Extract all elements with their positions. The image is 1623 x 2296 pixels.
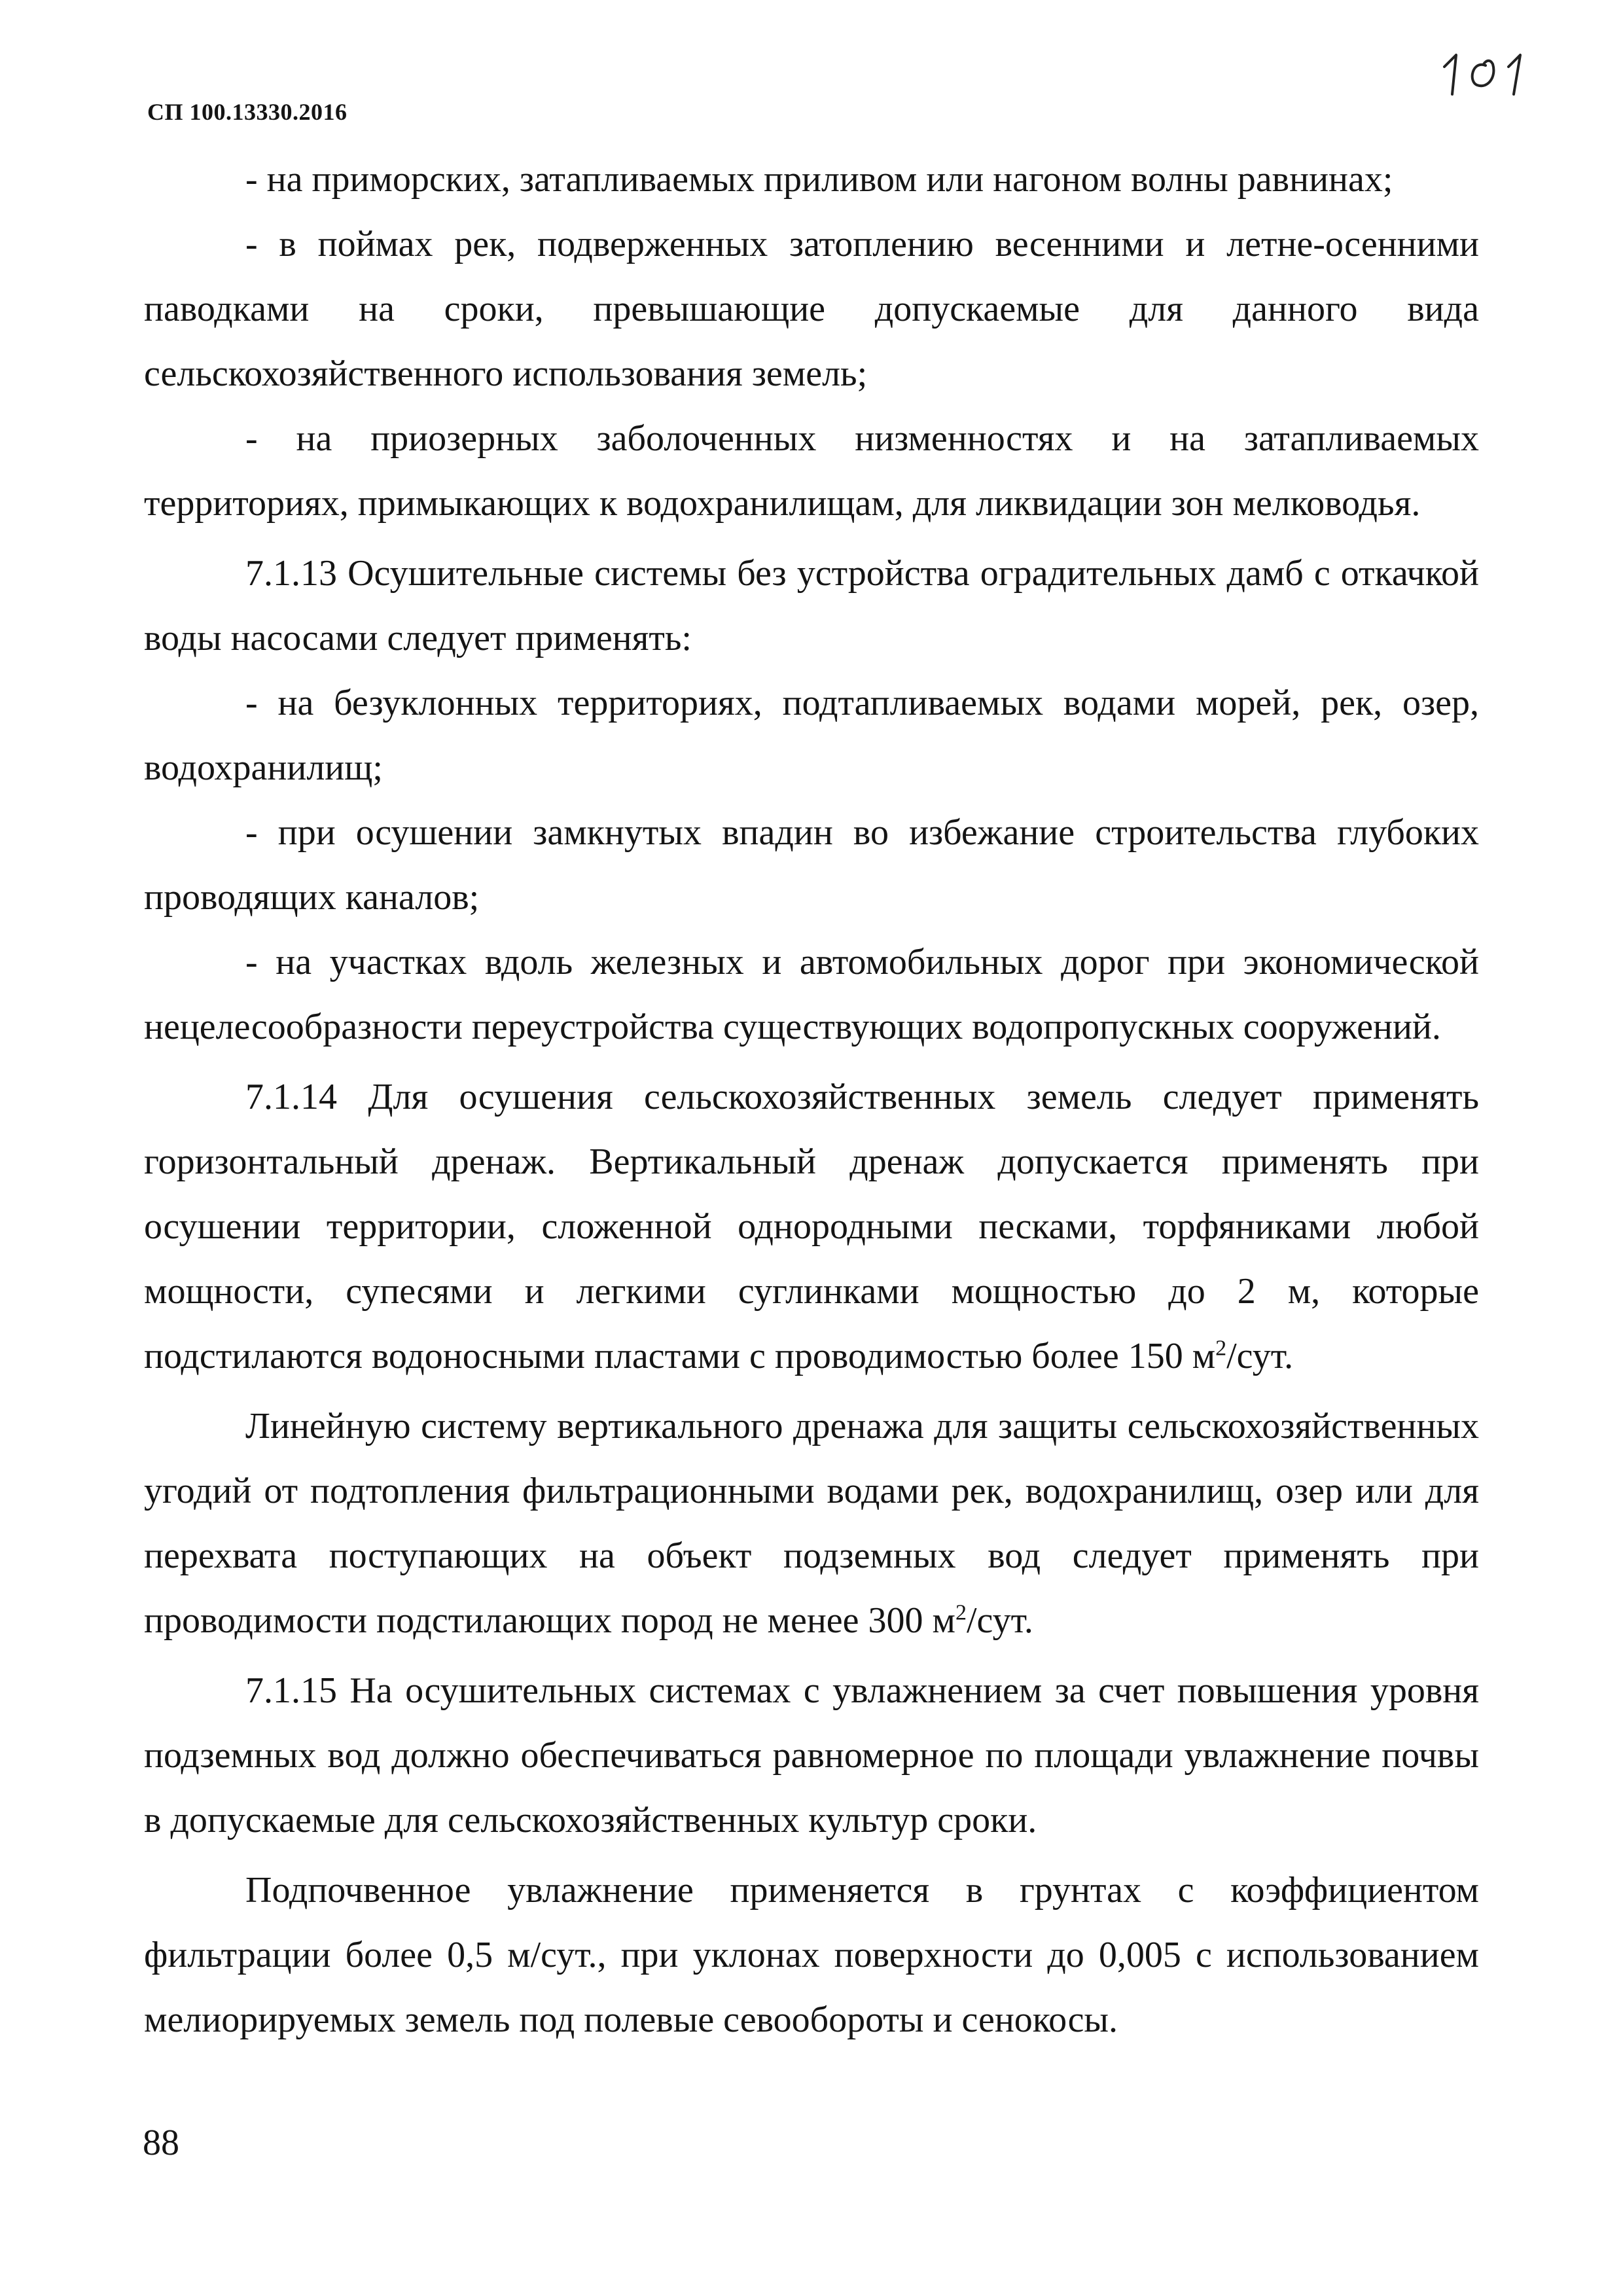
unit-suffix: /сут.	[1226, 1336, 1294, 1376]
paragraph-3: - на приозерных заболоченных низменностях и на затапливаемых территориях, примыкающих к водохранилищам, для ликвидации зон мелководья.	[144, 418, 1479, 524]
paragraph-7-1-14	[144, 1065, 1479, 1389]
unit-suffix: /сут.	[966, 1600, 1033, 1641]
paragraph-1: - на приморских, затапливаемых приливом или нагоном волны равнинах;	[245, 159, 1393, 200]
paragraph-6: - при осушении замкнутых впадин во избежание строительства глубоких проводящих каналов;	[144, 812, 1479, 918]
document-code: СП 100.13330.2016	[147, 99, 348, 125]
handwritten-page-number	[1436, 41, 1541, 99]
paragraph-5: - на безуклонных территориях, подтапливаемых водами морей, рек, озер, водохранилищ;	[144, 683, 1479, 788]
paragraph-7-1-14-text: 7.1.14 Для осушения сельскохозяйственных земель следует применять горизонтальный дренаж. Вертикальный дренаж допускается применять при осушении территории, сложенной однородными песками, торфяниками любой мощности, супесями и легкими суглинками мощностью до 2 м, которые подстилаются водоносными пластами с проводимостью более 150 м	[144, 1077, 1479, 1376]
main-text	[144, 147, 1479, 2053]
superscript: 2	[1215, 1336, 1227, 1361]
paragraph-subsoil-irrigation: Подпочвенное увлажнение применяется в грунтах с коэффициентом фильтрации более 0,5 м/сут., при уклонах поверхности до 0,005 с использованием мелиорируемых земель под полевые севообороты и сенокосы.	[144, 1870, 1479, 2040]
paragraph-7: - на участках вдоль железных и автомобильных дорог при экономической нецелесообразности переустройства существующих водопропускных сооружений.	[144, 942, 1479, 1047]
paragraph-vertical-drainage	[144, 1394, 1479, 1653]
paragraph-2: - в поймах рек, подверженных затоплению весенними и летне-осенними паводками на сроки, превышающие допускаемые для данного вида сельскохозяйственного использования земель;	[144, 224, 1479, 394]
page-number: 88	[143, 2123, 179, 2163]
superscript: 2	[955, 1600, 967, 1625]
paragraph-vertical-drainage-text: Линейную систему вертикального дренажа для защиты сельскохозяйственных угодий от подтопления фильтрационными водами рек, водохранилищ, озер или для перехвата поступающих на объект подземных вод следует применять при проводимости подстилающих пород не менее 300 м	[144, 1406, 1479, 1641]
paragraph-7-1-13: 7.1.13 Осушительные системы без устройства оградительных дамб с откачкой воды насосами следует применять:	[144, 553, 1479, 658]
paragraph-7-1-15: 7.1.15 На осушительных системах с увлажнением за счет повышения уровня подземных вод должно обеспечиваться равномерное по площади увлажнение почвы в допускаемые для сельскохозяйственных культур сроки.	[144, 1670, 1479, 1840]
